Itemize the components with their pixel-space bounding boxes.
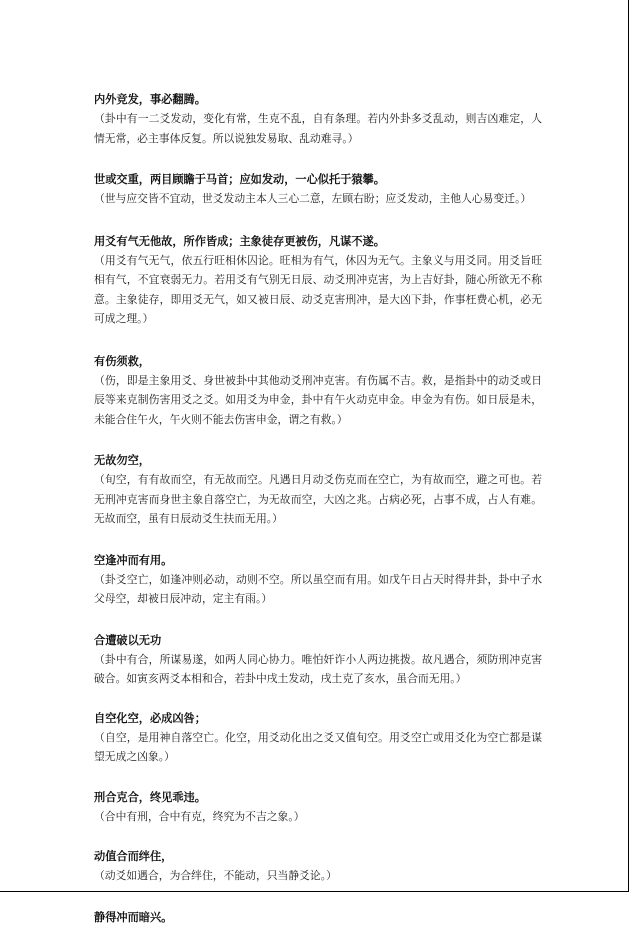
section-body: （伤，即是主象用爻、身世被卦中其他动爻刑冲克害。有伤属不吉。救，是指卦中的动爻或日辰等来克制伤害用爻之爻。如用爻为申金，卦中有午火动克申金。申金为有伤。如日辰是未，未能合住午火，午火则不能去伤害申金，谓之有救。） — [94, 373, 542, 426]
section-2 — [94, 171, 542, 209]
section-heading: 刑合克合，终见乖违。 — [94, 790, 206, 804]
section-heading: 动值合而绊住， — [94, 850, 173, 863]
section-heading: 有伤须救， — [94, 354, 150, 368]
section-heading: 自空化空，必成凶咎； — [94, 711, 206, 725]
section-body: （卦中有一二爻发动，变化有常，生克不乱，自有条理。若内外卦多爻乱动，则吉凶难定，人情无常，必主事体反复。所以说独发易取、乱动难寻。） — [94, 112, 542, 145]
section-4 — [94, 353, 542, 430]
section-body: （动爻如遇合，为合绊住，不能动，只当静爻论。） — [94, 869, 337, 882]
section-11 — [94, 909, 542, 927]
section-heading: 空逢冲而有用。 — [94, 553, 173, 567]
section-5 — [94, 452, 542, 529]
section-heading: 世或交重，两目顾瞻于马首；应如发动，一心似托于猿攀。 — [94, 173, 385, 186]
document-content — [94, 91, 542, 927]
section-heading: 无故勿空， — [94, 454, 150, 467]
section-6 — [94, 552, 542, 609]
section-body: （自空，是用神自落空亡。化空，用爻动化出之爻又值旬空。用爻空亡或用爻化为空亡都是谋望无成之凶象。） — [94, 730, 542, 763]
section-body: （旬空，有有故而空，有无故而空。凡遇日月动爻伤克而在空亡，为有故而空，避之可也。若无刑冲克害而身世主象自落空亡，为无故而空，大凶之兆。占病必死，占事不成，占人有难。无故而空，虽有日辰动爻生扶而无用。） — [94, 473, 542, 525]
section-9 — [94, 789, 542, 827]
section-8 — [94, 710, 542, 767]
section-7 — [94, 632, 542, 689]
section-body: （世与应交皆不宜动，世爻发动主本人三心二意，左顾右盼；应爻发动，主他人心易变迁。） — [94, 192, 532, 205]
section-10 — [94, 848, 542, 886]
section-heading: 静得冲而暗兴。 — [94, 910, 173, 924]
section-heading: 合遭破以无功 — [94, 633, 162, 647]
section-body: （卦爻空亡，如逢冲则必动，动则不空。所以虽空而有用。如戊午日占天时得井卦，卦中子水父母空，却被日辰冲动，定主有雨。） — [94, 572, 542, 605]
section-heading: 用爻有气无他故，所作皆成；主象徒存更被伤，凡谋不遂。 — [94, 234, 385, 248]
section-body: （合中有刑，合中有克，终究为不吉之象。） — [94, 809, 305, 823]
section-body: （卦中有合，所谋易遂，如两人同心协力。唯怕奸诈小人两边挑拨。故凡遇合，须防刑冲克害破合。如寅亥两爻本相和合，若卦中戌土发动，戌土克了亥水，虽合而无用。） — [94, 652, 542, 685]
section-3 — [94, 233, 542, 329]
section-heading: 内外竞发，事必翻腾。 — [94, 93, 206, 106]
section-body: （用爻有气无气，依五行旺相休囚论。旺相为有气，休囚为无气。主象义与用爻同。用爻旨旺相有气，不宜衰弱无力。若用爻有气别无日辰、动爻刑冲克害，为上吉好卦，随心所欲无不称意。主象徒存，即用爻无气，如又被日辰、动爻克害刑冲，是大凶下卦，作事枉费心机，必无可成之理。） — [94, 253, 542, 325]
section-1 — [94, 91, 542, 148]
